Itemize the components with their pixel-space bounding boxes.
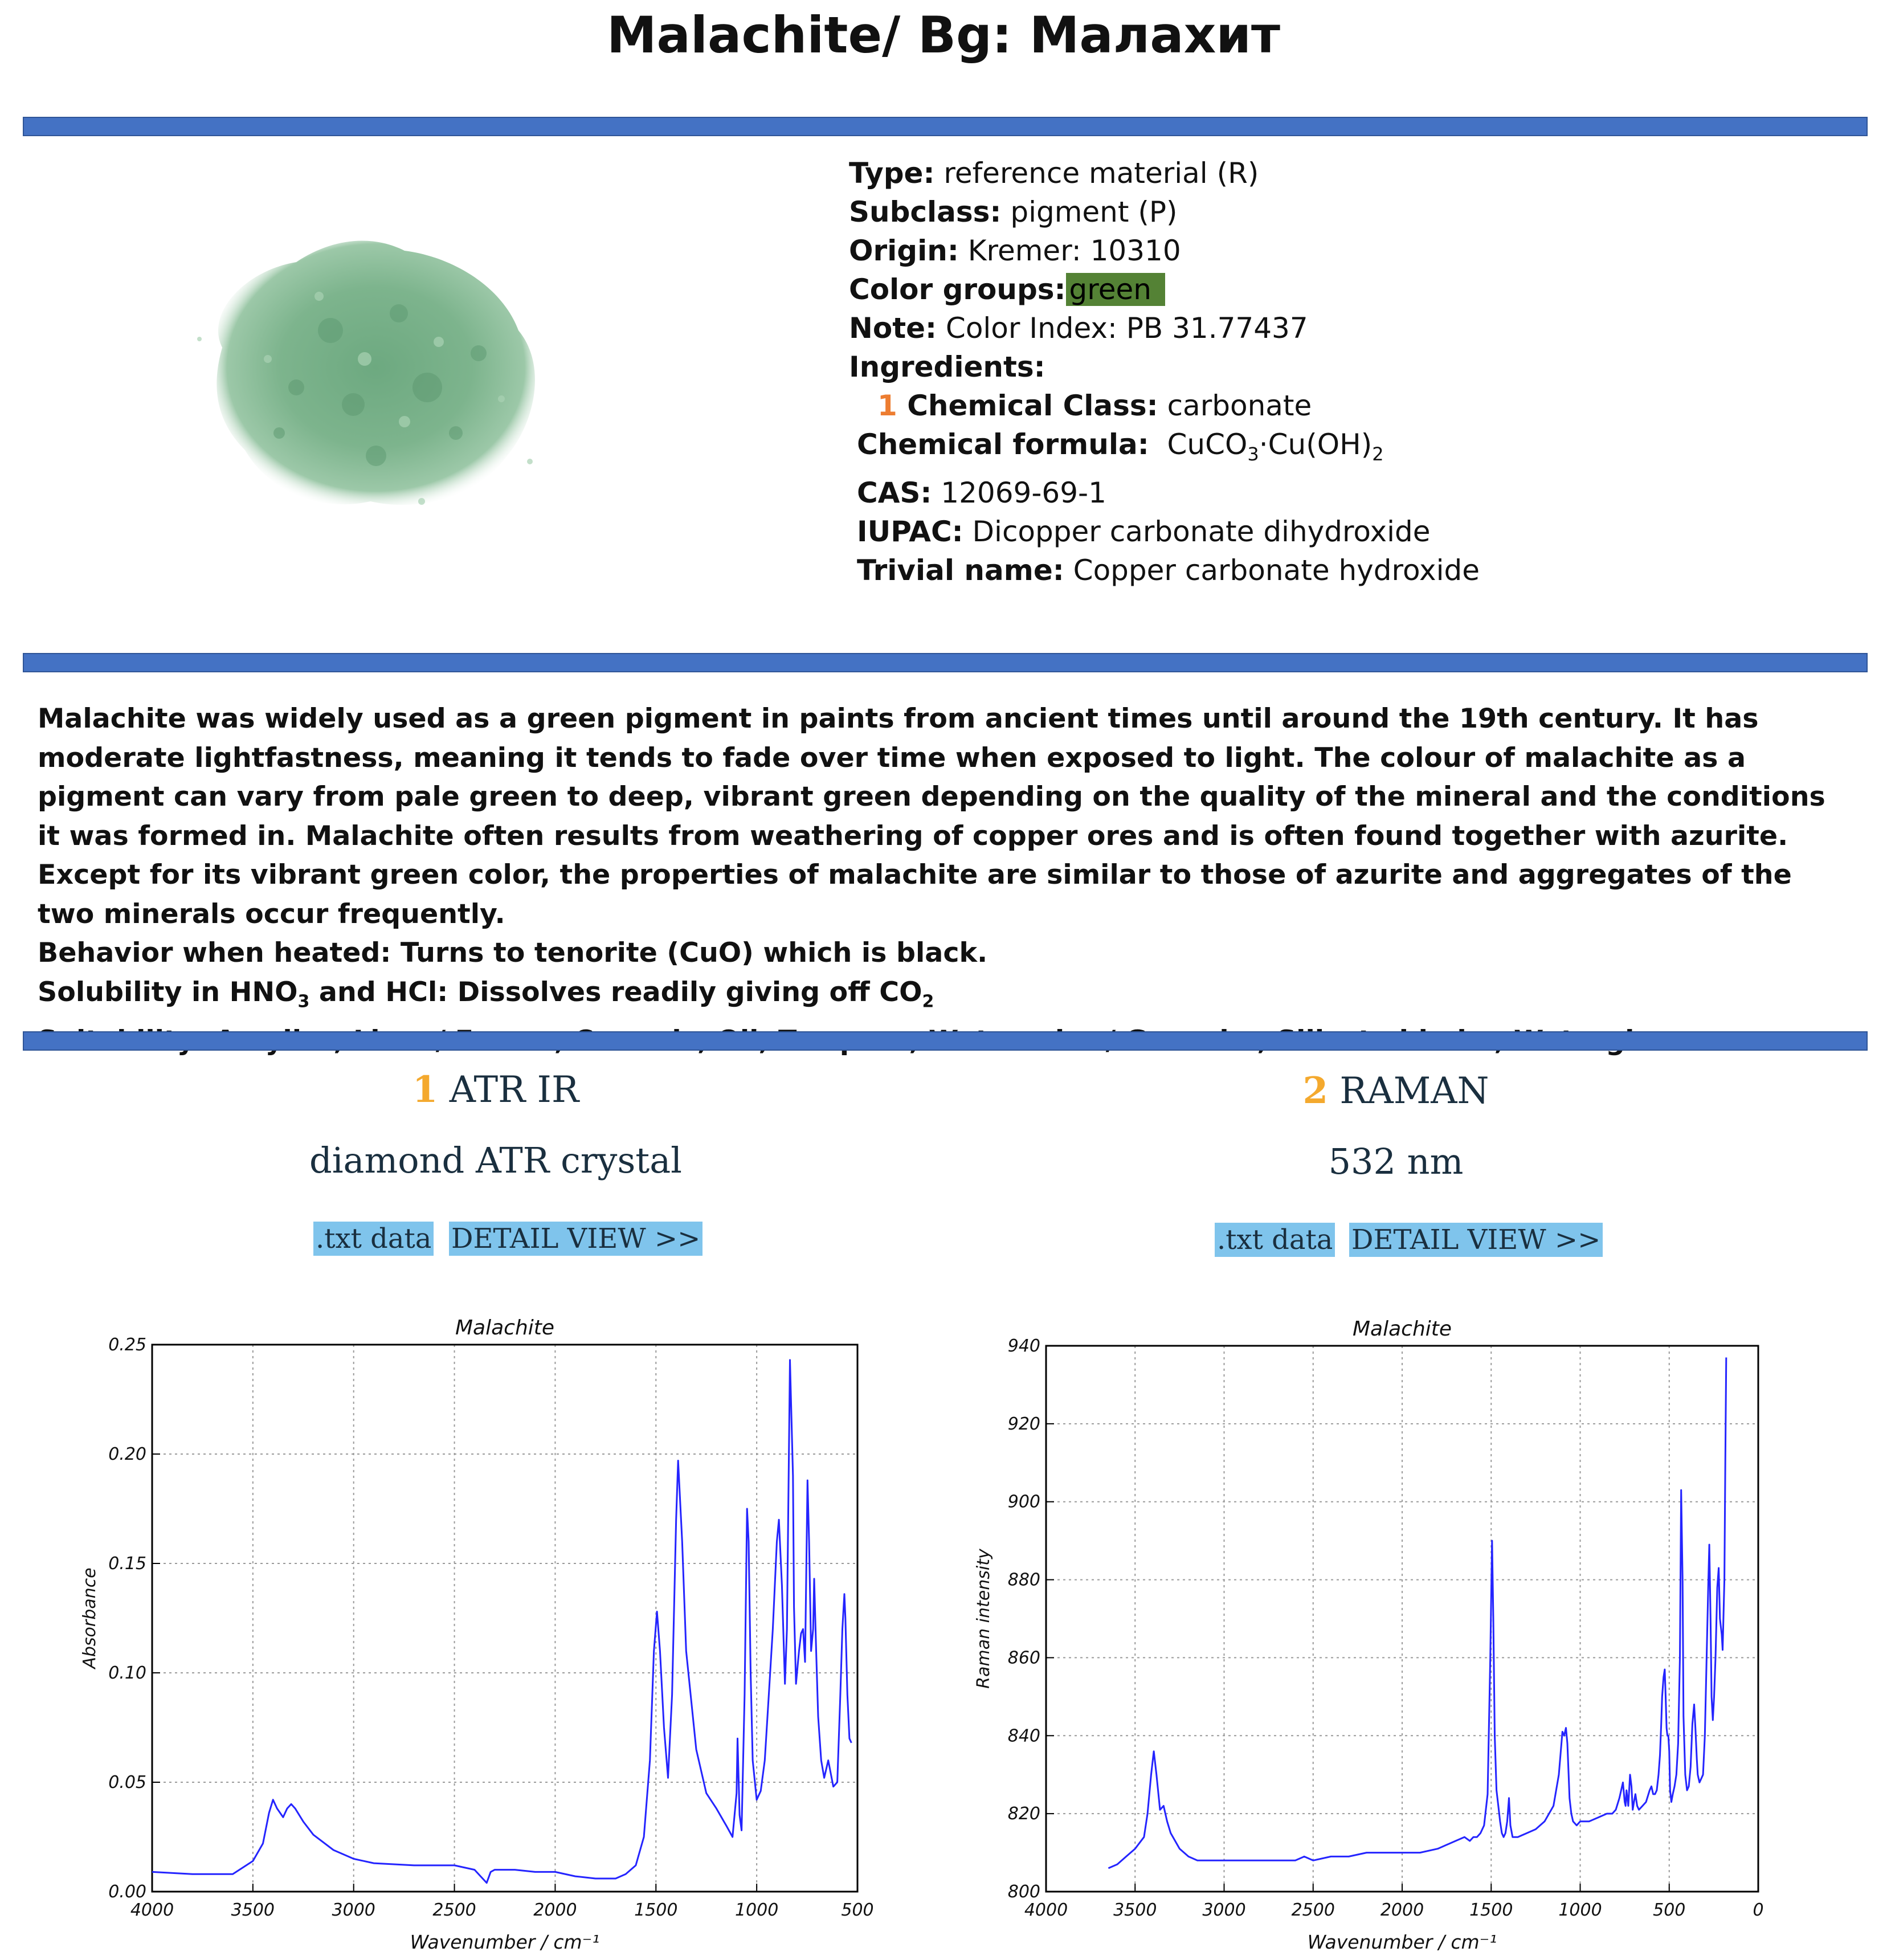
y-tick-label: 820 [1007, 1804, 1040, 1824]
type-value: reference material (R) [934, 157, 1259, 190]
subclass-label: Subclass: [849, 195, 1002, 228]
x-tick-label: 2000 [1380, 1900, 1424, 1920]
x-tick-label: 3500 [231, 1900, 275, 1920]
section-2-heading [1208, 1069, 1584, 1112]
x-axis-label: Wavenumber / cm⁻¹ [1307, 1931, 1497, 1953]
x-tick-label: 3000 [1202, 1900, 1246, 1920]
x-tick-label: 1500 [1469, 1900, 1513, 1920]
x-tick-label: 4000 [1024, 1900, 1068, 1920]
x-tick-label: 4000 [130, 1900, 174, 1920]
x-tick-label: 500 [1653, 1900, 1686, 1920]
x-tick-label: 1000 [1558, 1900, 1602, 1920]
section-1-heading [308, 1068, 684, 1111]
chemical-class-row [849, 386, 1480, 425]
subclass-value: pigment (P) [1001, 195, 1178, 228]
origin-value: Kremer: 10310 [958, 234, 1181, 267]
section-1-number: 1 [412, 1068, 438, 1111]
spectrum-line [1108, 1358, 1726, 1868]
subclass-row [849, 193, 1480, 231]
y-tick-label: 0.00 [108, 1882, 146, 1902]
note-label: Note: [849, 312, 937, 345]
y-tick-label: 0.10 [108, 1663, 146, 1683]
color-group-chip: green [1066, 273, 1165, 306]
x-tick-label: 2500 [1291, 1900, 1335, 1920]
iupac-label: IUPAC: [857, 515, 963, 548]
description-paragraph: Malachite was widely used as a green pigment in paints from ancient times until around the 19th century. It has moderate lightfastness, meaning it tends to fade over time when exposed to light. The colour of malachite as a pigment can vary from pale green to deep, vibrant green depending on the quality of the mineral and the conditions it was formed in. Malachite often results from weathering of copper ores and is often found together with azurite. Except for its vibrant green color, the properties of malachite are similar to those of azurite and aggregates of the two minerals occur frequently. [38, 703, 1825, 930]
trivial-name-label: Trivial name: [857, 554, 1064, 587]
section-2-subtitle: 532 nm [1328, 1141, 1464, 1182]
type-label: Type: [849, 157, 935, 190]
color-groups-label: Color groups: [849, 273, 1066, 306]
y-tick-label: 860 [1007, 1648, 1040, 1668]
solubility-subscript: 2 [922, 991, 934, 1011]
y-tick-label: 0.05 [108, 1773, 146, 1792]
origin-row [849, 231, 1480, 270]
formula-value [1167, 428, 1384, 465]
atr-ir-chart [0, 1299, 940, 1954]
y-axis-label: Raman intensity [974, 1549, 994, 1689]
cas-value: 12069-69-1 [932, 476, 1106, 509]
solubility-text: and HCl: Dissolves readily giving off CO [309, 976, 922, 1008]
y-tick-label: 800 [1007, 1882, 1040, 1902]
pigment-powder-image [182, 217, 558, 536]
cas-label: CAS: [857, 476, 932, 509]
section-divider-middle [23, 653, 1868, 672]
trivial-name-value: Copper carbonate hydroxide [1064, 554, 1480, 587]
section-1-name: ATR IR [438, 1069, 579, 1111]
iupac-value: Dicopper carbonate dihydroxide [963, 515, 1431, 548]
x-tick-label: 3500 [1113, 1900, 1157, 1920]
y-tick-label: 940 [1007, 1336, 1040, 1356]
cas-row [849, 473, 1480, 512]
formula-row [849, 425, 1480, 473]
section-2-number: 2 [1302, 1069, 1329, 1112]
y-tick-label: 880 [1007, 1570, 1040, 1590]
plot-frame [152, 1345, 857, 1892]
section-1-subtitle: diamond ATR crystal [309, 1140, 682, 1181]
y-axis-label: Absorbance [80, 1567, 100, 1669]
y-tick-label: 900 [1007, 1492, 1040, 1512]
origin-label: Origin: [849, 234, 959, 267]
chart-title: Malachite [1352, 1317, 1452, 1341]
y-tick-label: 920 [1007, 1414, 1040, 1434]
ingredients-row [849, 348, 1480, 386]
txt-data-link[interactable]: .txt data [313, 1222, 434, 1256]
raman-chart [940, 1299, 1880, 1954]
solubility-text: Solubility in HNO [38, 976, 298, 1008]
x-axis-label: Wavenumber / cm⁻¹ [410, 1931, 600, 1953]
ingredients-label: Ingredients: [849, 350, 1045, 383]
iupac-row [849, 512, 1480, 551]
y-tick-label: 840 [1007, 1726, 1040, 1746]
spectrum-line [152, 1360, 851, 1883]
trivial-name-row [849, 551, 1480, 590]
x-tick-label: 2000 [533, 1900, 577, 1920]
x-tick-label: 1500 [634, 1900, 678, 1920]
ingredient-number: 1 [877, 389, 897, 422]
formula-part: CuCO [1167, 428, 1248, 461]
detail-view-button[interactable]: DETAIL VIEW >> [1349, 1223, 1603, 1257]
y-tick-label: 0.15 [108, 1554, 146, 1574]
section-divider-top [23, 117, 1868, 136]
x-tick-label: 3000 [332, 1900, 375, 1920]
y-tick-label: 0.20 [108, 1444, 146, 1464]
x-tick-label: 2500 [432, 1900, 476, 1920]
solubility [38, 973, 1855, 1022]
formula-subscript: 3 [1247, 443, 1259, 465]
page-title: Malachite/ Bg: Малахит [606, 6, 1281, 64]
txt-data-link[interactable]: .txt data [1215, 1223, 1335, 1257]
description [38, 700, 1855, 1060]
section-2-name: RAMAN [1328, 1070, 1489, 1112]
formula-subscript: 2 [1372, 443, 1384, 465]
x-tick-label: 1000 [734, 1900, 779, 1920]
formula-part: ·Cu(OH) [1259, 428, 1373, 461]
x-tick-label: 500 [841, 1900, 874, 1920]
chemical-class-value: carbonate [1158, 389, 1312, 422]
note-row [849, 309, 1480, 348]
type-row [849, 154, 1480, 193]
formula-label: Chemical formula: [857, 428, 1149, 461]
chemical-class-label: Chemical Class: [897, 389, 1158, 422]
y-tick-label: 0.25 [108, 1335, 146, 1355]
solubility-subscript: 3 [297, 991, 310, 1011]
material-info [849, 154, 1480, 590]
note-value: Color Index: PB 31.77437 [937, 312, 1308, 345]
section-divider-bottom [23, 1031, 1868, 1051]
heated-behavior: Behavior when heated: Turns to tenorite (CuO) which is black. [38, 937, 988, 969]
chart-title: Malachite [455, 1316, 555, 1340]
x-tick-label: 0 [1753, 1900, 1764, 1920]
detail-view-button[interactable]: DETAIL VIEW >> [449, 1222, 702, 1256]
color-groups-row [849, 270, 1480, 309]
